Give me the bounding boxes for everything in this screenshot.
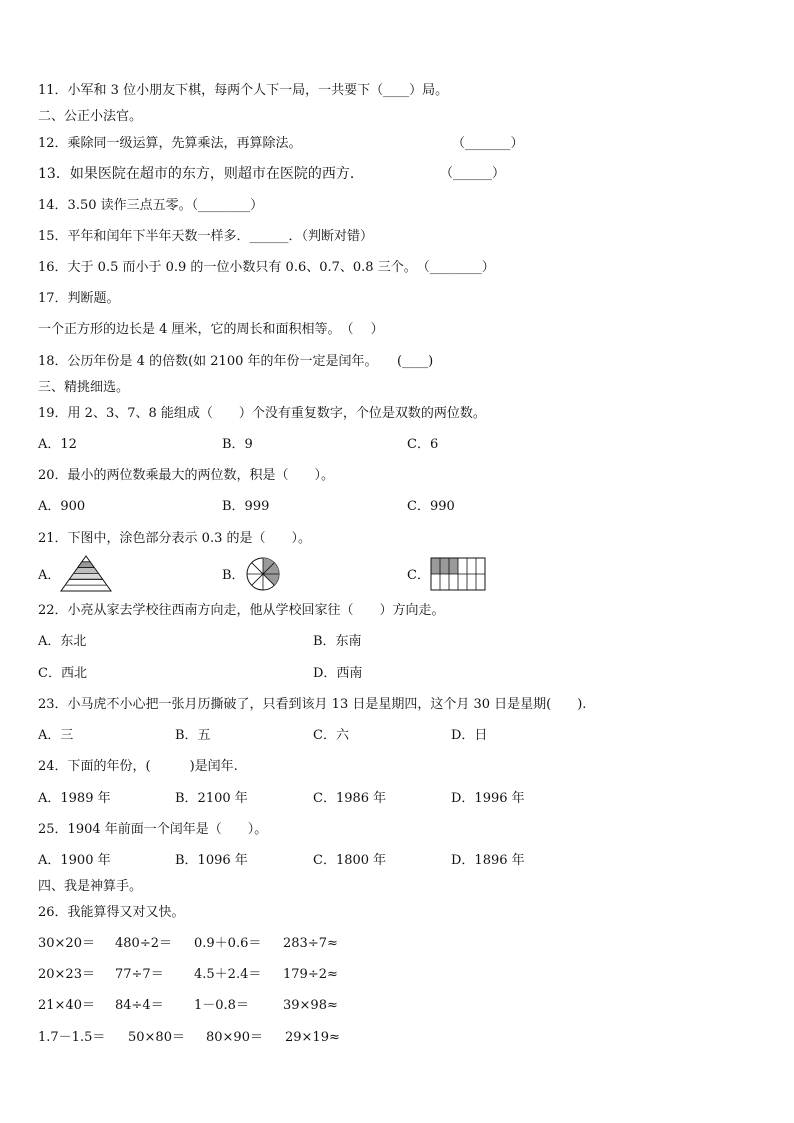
- question-12-answer-blank[interactable]: （_______）: [452, 136, 524, 151]
- question-17: 17．判断题。: [38, 291, 120, 306]
- question-19: 19．用 2、3、7、8 能组成（ ）个没有重复数字，个位是双数的两位数。: [38, 406, 486, 421]
- question-22: 22．小亮从家去学校往西南方向走，他从学校回家往（ ）方向走。: [38, 603, 445, 618]
- calc-r2-c3: 4.5＋2.4＝: [194, 967, 262, 982]
- q21-option-c[interactable]: C．: [407, 568, 430, 583]
- calc-r1-c4: 283÷7≈: [283, 936, 338, 951]
- question-17-statement: 一个正方形的边长是 4 厘米，它的周长和面积相等。 （ ）: [38, 322, 384, 337]
- calc-r4-c1: 1.7－1.5＝: [38, 1030, 106, 1045]
- question-11: 11．小军和 3 位小朋友下棋，每两个人下一局，一共要下（____）局。: [38, 83, 449, 98]
- question-18: 18．公历年份是 4 的倍数(如 2100 年的年份一定是闰年。 (____): [38, 354, 434, 369]
- question-14: 14．3.50 读作三点五零。（________）: [38, 198, 264, 213]
- calc-r1-c2: 480÷2＝: [115, 936, 172, 951]
- calc-r3-c3: 1－0.8＝: [194, 998, 249, 1013]
- question-26: 26．我能算得又对又快。: [38, 905, 185, 920]
- calc-r1-c3: 0.9＋0.6＝: [194, 936, 262, 951]
- q23-option-b[interactable]: B．五: [175, 728, 211, 743]
- calc-r1-c1: 30×20＝: [38, 936, 95, 951]
- shaded-grid-figure: [430, 557, 486, 591]
- q19-option-c[interactable]: C．6: [407, 437, 439, 452]
- q22-option-b[interactable]: B．东南: [313, 634, 362, 649]
- q21-option-a[interactable]: A．: [38, 568, 61, 583]
- q24-option-c[interactable]: C．1986 年: [313, 791, 387, 806]
- q23-option-c[interactable]: C．六: [313, 728, 349, 743]
- q24-option-d[interactable]: D．1996 年: [451, 791, 525, 806]
- q25-option-c[interactable]: C．1800 年: [313, 853, 387, 868]
- question-21: 21．下图中，涂色部分表示 0.3 的是（ ）。: [38, 531, 311, 546]
- q25-option-b[interactable]: B．1096 年: [175, 853, 248, 868]
- q23-option-a[interactable]: A．三: [38, 728, 74, 743]
- q24-option-a[interactable]: A．1989 年: [38, 791, 111, 806]
- q21-option-b[interactable]: B．: [222, 568, 245, 583]
- calc-r4-c2: 50×80＝: [128, 1030, 185, 1045]
- q20-option-a[interactable]: A．900: [38, 499, 86, 514]
- q24-option-b[interactable]: B．2100 年: [175, 791, 248, 806]
- q20-option-b[interactable]: B．999: [222, 499, 270, 514]
- calc-r3-c2: 84÷4＝: [115, 998, 164, 1013]
- shaded-triangle-figure: [60, 555, 112, 593]
- question-15: 15．平年和闰年下半年天数一样多．______．（判断对错）: [38, 229, 374, 244]
- question-13-answer-blank[interactable]: （______）: [440, 166, 506, 181]
- q23-option-d[interactable]: D．日: [451, 728, 488, 743]
- calc-r4-c3: 80×90＝: [206, 1030, 263, 1045]
- question-24: 24．下面的年份，( )是闰年.: [38, 759, 238, 774]
- q25-option-d[interactable]: D．1896 年: [451, 853, 525, 868]
- q25-option-a[interactable]: A．1900 年: [38, 853, 111, 868]
- q20-option-c[interactable]: C．990: [407, 499, 455, 514]
- question-25: 25．1904 年前面一个闰年是（ ）。: [38, 822, 268, 837]
- q22-option-c[interactable]: C．西北: [38, 666, 87, 681]
- q22-option-a[interactable]: A．东北: [38, 634, 87, 649]
- question-23: 23．小马虎不小心把一张月历撕破了，只看到该月 13 日是星期四，这个月 30 日是星期( ).: [38, 697, 587, 712]
- question-12: 12．乘除同一级运算，先算乘法，再算除法。: [38, 136, 302, 151]
- calc-r3-c4: 39×98≈: [283, 998, 338, 1013]
- question-20: 20．最小的两位数乘最大的两位数，积是（ ）。: [38, 468, 335, 483]
- calc-r3-c1: 21×40＝: [38, 998, 95, 1013]
- q19-option-b[interactable]: B．9: [222, 437, 253, 452]
- section-heading-2: 二、公正小法官。: [38, 109, 143, 124]
- calc-r2-c4: 179÷2≈: [283, 967, 338, 982]
- question-16: 16．大于 0.5 而小于 0.9 的一位小数只有 0.6、0.7、0.8 三个。 （________）: [38, 260, 495, 275]
- calc-r4-c4: 29×19≈: [285, 1030, 340, 1045]
- question-13: 13．如果医院在超市的东方，则超市在医院的西方．: [38, 166, 364, 182]
- calc-r2-c2: 77÷7＝: [115, 967, 164, 982]
- q22-option-d[interactable]: D．西南: [313, 666, 363, 681]
- section-heading-4: 四、我是神算手。: [38, 879, 143, 894]
- shaded-circle-figure: [244, 557, 282, 591]
- q19-option-a[interactable]: A．12: [38, 437, 77, 452]
- section-heading-3: 三、精挑细选。: [38, 380, 130, 395]
- calc-r2-c1: 20×23＝: [38, 967, 95, 982]
